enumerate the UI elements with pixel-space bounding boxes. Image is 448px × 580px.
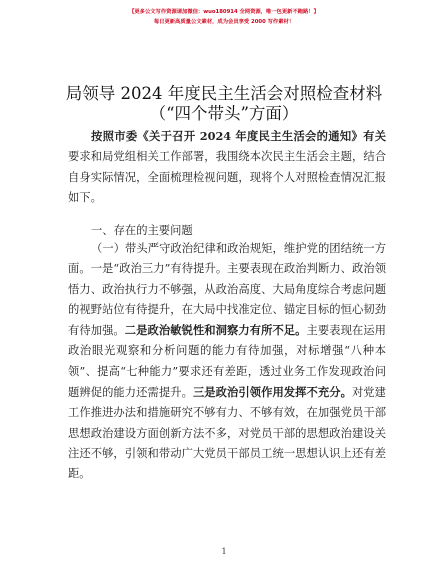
section-heading: 一、存在的主要问题 [91,224,193,237]
intro-lead: 按照市委《关于召开 2024 年度民主生活会的通知》有关 [91,129,386,143]
para-part-2: 二是政治敏锐性和洞察力有所不足。 [124,323,307,338]
para-part-1: （一）带头严守政治纪律和政治规矩，维护党的团结统一方面。一是“政治三力”有待提升。主要表现在政治判断力、政治领悟力、政治执行力不够强，从政治高度、大局角度综合考虑问题的视野站位有待提升，在大局中找准定位、锚定目标的恒心韧劲有待加强。 [68,242,386,338]
para-part-4: 三是政治引领作用发挥不充分。 [192,385,352,400]
page-number: 1 [221,547,227,556]
intro-paragraph [68,126,386,208]
banner-line-1: 【更多公文写作资源请加微信：wuo180914 全网资源，唯一包更新不跑路！】 [129,9,319,15]
banner-line-2: 每日更新高质量公文素材，成为会员享受 2000 写作素材！ [153,19,295,25]
para-part-3: 主要表现在运用政治眼光观察和分析问题的能力有待加强，对标增强“八种本领”、提高“七种能力”要求还有差距，透过业务工作发现政治问题辨促的能力还需提升。 [68,324,386,400]
intro-rest: 要求和局党组相关工作部署，我围绕本次民主生活会主题，结合自身实际情况，全面梳理检视问题，现将个人对照检查情况汇报如下。 [68,150,386,204]
document-title: 局领导 2024 年度民主生活会对照检查材料 [65,84,383,103]
para-part-5: 对党建工作推进办法和措施研究不够有力、不够有效，在加强党员干部思想政治建设方面创新方法不多，对党员干部的思想政治建设关注还不够，引领和带动广大党员干部员工统一思想认识上还有差距。 [68,386,386,481]
document-subtitle: （“四个带头”方面） [149,104,299,123]
problem-paragraph [68,239,386,485]
promo-banner [0,7,448,27]
